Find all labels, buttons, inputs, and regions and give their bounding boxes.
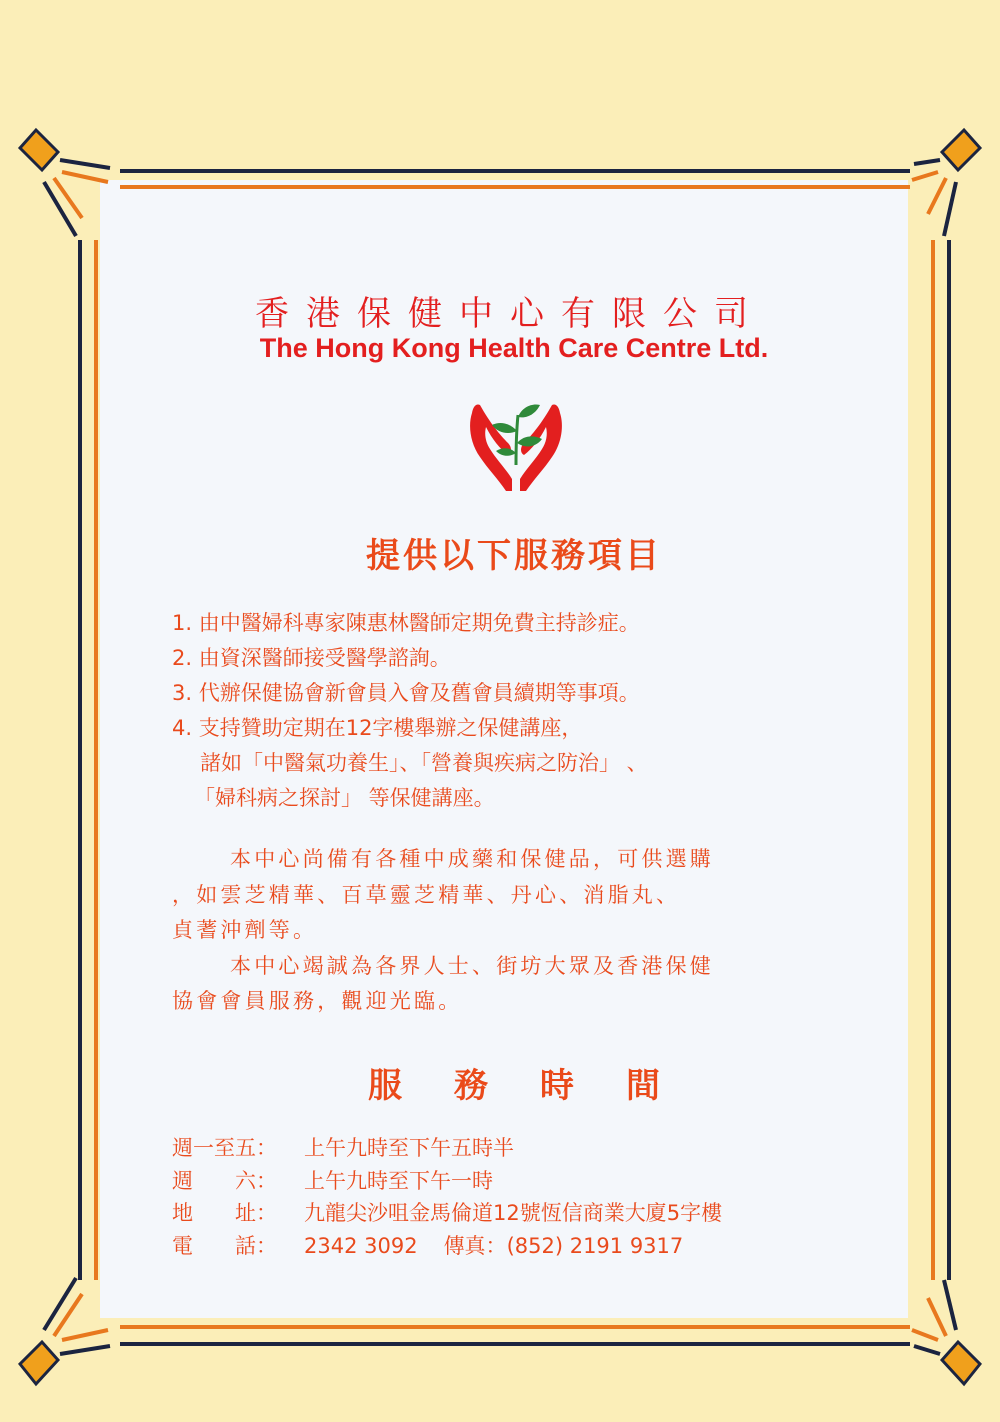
list-item: 4. 支持贊助定期在12字樓舉辦之保健講座， xyxy=(172,716,583,740)
info-value: 九龍尖沙咀金馬倫道12號恆信商業大廈5字樓 xyxy=(304,1201,723,1225)
list-item: 2. 由資深醫師接受醫學諮詢。 xyxy=(172,646,451,670)
fax-number: (852) 2191 9317 xyxy=(506,1233,684,1258)
company-name-english: The Hong Kong Health Care Centre Ltd. xyxy=(259,333,769,363)
info-value: 上午九時至下午一時 xyxy=(304,1168,493,1193)
info-label: 地 址： xyxy=(172,1201,277,1225)
hours-heading: 服務時間 xyxy=(368,1066,712,1106)
services-heading: 提供以下服務項目 xyxy=(366,536,662,576)
info-label: 週 六： xyxy=(172,1168,277,1193)
info-row xyxy=(172,1197,892,1230)
corner-light-top-left xyxy=(20,130,110,236)
paragraph-line: 貞蓍沖劑等。 xyxy=(172,918,318,942)
hours-info xyxy=(172,1132,892,1262)
paragraph-line: 本中心尚備有各種中成藥和保健品，可供選購 xyxy=(230,847,714,871)
list-item: 諸如「中醫氣功養生」、「營養與疾病之防治」 、 xyxy=(200,751,648,775)
corner-light-top-right xyxy=(912,130,980,236)
services-list xyxy=(172,606,892,816)
list-item: 「婦科病之探討」 等保健講座。 xyxy=(194,786,495,810)
phone-number: 2342 3092 xyxy=(304,1233,418,1258)
info-row xyxy=(172,1230,892,1263)
paragraph-line: 本中心竭誠為各界人士、街坊大眾及香港保健 xyxy=(230,953,714,978)
corner-light-bottom-right xyxy=(912,1280,980,1384)
list-item: 1. 由中醫婦科專家陳惠林醫師定期免費主持診症。 xyxy=(172,611,640,635)
info-row xyxy=(172,1132,892,1165)
paragraph-line: 協會會員服務，觀迎光臨。 xyxy=(172,989,463,1013)
info-value: 上午九時至下午五時半 xyxy=(304,1136,514,1160)
paragraph-line: ，如雲芝精華、百草靈芝精華、丹心、消脂丸、 xyxy=(172,882,681,907)
info-label: 週一至五： xyxy=(172,1136,277,1160)
intro-paragraph xyxy=(172,842,872,1020)
info-value xyxy=(304,1230,892,1263)
hands-holding-sprout-icon xyxy=(466,395,566,499)
list-item: 3. 代辦保健協會新會員入會及舊會員續期等事項。 xyxy=(172,681,640,705)
fax-label: 傳真： xyxy=(443,1233,507,1258)
info-row xyxy=(172,1165,892,1198)
info-label: 電 話： xyxy=(172,1233,277,1258)
company-name-chinese: 香港保健中心有限公司 xyxy=(255,294,765,334)
corner-light-bottom-left xyxy=(20,1278,110,1384)
